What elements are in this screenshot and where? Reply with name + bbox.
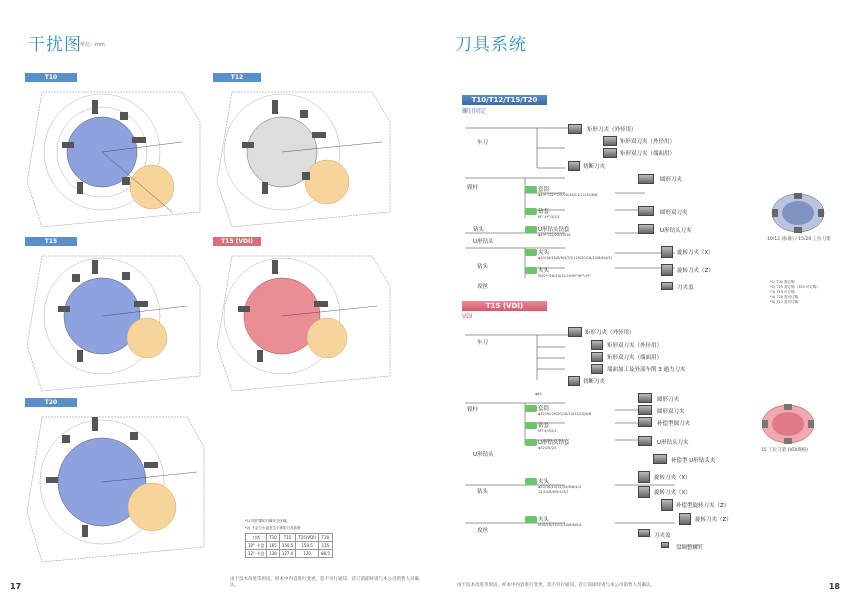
vdi-boring-size: φ40 [535, 392, 542, 396]
vdi-udrill-sleeve-icon [525, 439, 537, 446]
row2-label-boring: 镗杆 [467, 407, 479, 413]
item2-adjust-screw: 盘调整螺钉 [676, 545, 704, 551]
table-header: T10 [267, 534, 280, 542]
table-cell: 150.5 [279, 542, 295, 550]
item-collet-z: 夹头 [538, 268, 550, 274]
item-sleeve: 套筒 [538, 187, 550, 193]
section-subtitle-vdi: VDI [462, 313, 473, 320]
turret-note-2: *2) T15 需订购（T20 可订购） [770, 285, 820, 289]
interference-diagram-t10 [22, 82, 207, 232]
turret-note-1: *1) T20 需订购 [770, 280, 795, 284]
vdi-rotary-x-2-icon [638, 486, 650, 498]
udrill-sleeve-icon [525, 226, 537, 233]
item-drill-sleeve: 钻套 [538, 209, 550, 215]
tag-t20: T20 [25, 398, 77, 407]
turret-12-image [770, 192, 826, 234]
item2-rotary-z: 旋转刀夹（Z） [695, 517, 732, 523]
item2-rect-double-od: 矩形双刀夹（外径用） [607, 343, 663, 349]
drill-sleeve-icon [525, 208, 537, 215]
page-number-right: 18 [828, 582, 840, 591]
collet-x-sizes: φ20/16/10/8/6/4/3/2 (25/20/16/10/8/6/4/3) [538, 256, 612, 260]
item2-tap-collet: 夹头 [538, 517, 550, 523]
item2-rotary-x: 旋转刀夹（X） [654, 475, 691, 481]
item2-cutoff: 切断刀夹 [583, 379, 606, 385]
tag-t12: T12 [213, 73, 261, 82]
item2-drill-sleeve: 钻套 [538, 423, 550, 429]
section-subtitle-screw: 螺钉固定 [462, 108, 487, 115]
rotary-z-icon [661, 264, 673, 276]
interference-diagram-t15-vdi [212, 246, 397, 396]
row2-label-udrill: U形钻头 [473, 452, 494, 458]
item-rotary-z: 旋转刀夹（Z） [677, 268, 714, 274]
round-double-holder-icon [638, 206, 654, 216]
table-cell: 12" 卡盘 [246, 550, 267, 558]
vdi-collet-icon [525, 478, 537, 485]
vdi-comp-rotary-z-icon [661, 499, 673, 511]
item2-sleeve: 套筒 [538, 406, 550, 412]
vdi-cutoff-icon [568, 376, 580, 386]
vdi-drill-sleeve-icon [525, 422, 537, 429]
item-cutoff-holder: 切断刀夹 [583, 164, 606, 170]
vdi-rect-double-face-icon [591, 352, 603, 362]
turret-12-label: 10/12 (标准) / 15/20 工位刀架 [767, 237, 831, 242]
table-cell: 115 [318, 542, 332, 550]
item-udrill-sleeve: U形钻头钻套 [538, 227, 570, 233]
vdi-rect-double-icon [591, 340, 603, 350]
vdi-round-double-icon [638, 405, 652, 415]
item2-holder-cover: 刀夹盖 [654, 533, 671, 539]
row2-label-drill: 钻头 [477, 489, 489, 495]
table-row [246, 542, 333, 550]
row-label-boring: 镗杆 [467, 185, 479, 191]
interference-diagram-t20 [22, 407, 212, 567]
section-bar-t15-vdi: T15 (VDI) [462, 301, 547, 311]
drill-sizes: MT 4*³/3/2/1 [538, 215, 560, 219]
vdi-holder-cover-icon [638, 529, 650, 537]
collet-z-sizes: M20*¹/16/14/12/10/8*¹/6*¹/4*¹ [538, 274, 591, 278]
tag-t15-vdi: T15 (VDI) [213, 237, 261, 246]
item2-comp-rotary-z: 补偿型旋转刀夹（Z） [676, 503, 730, 509]
turret-vdi-image [760, 403, 816, 445]
turret-note-4: *4) T20 需可订购 [770, 295, 799, 299]
item2-round-double: 圆形双刀夹 [657, 409, 685, 415]
vdi-udrill-holder-icon [638, 436, 652, 446]
interference-diagram-t15 [22, 246, 207, 396]
vdi-round-holder-icon [638, 393, 652, 403]
section-bar-t10-20: T10/T12/T15/T20 [462, 95, 547, 105]
turret-note-3: *3) T15 可订购 [770, 290, 795, 294]
item2-collet: 夹头 [538, 479, 550, 485]
row2-label-tap: 攻丝 [477, 528, 489, 534]
item2-rect-double-face: 矩形双刀夹（端面用） [607, 355, 663, 361]
item-holder-cover: 刀夹盖 [677, 285, 694, 291]
turret-note-5: *5) T12 需可订购 [770, 300, 799, 304]
page-number-left: 17 [10, 582, 22, 591]
item2-udrill-holder: U形钻头刀夹 [657, 440, 689, 446]
table-header: 刀塔 [246, 534, 267, 542]
note-1: *1) 防护罩的刀障安全区域。 [245, 519, 290, 523]
rect-double-face-icon [603, 148, 617, 158]
row2-label-turning: 车刀 [477, 340, 489, 346]
cutoff-holder-icon [568, 161, 580, 171]
item-round-double-holder: 圆形双刀夹 [660, 210, 688, 216]
interference-diagram-t12 [212, 82, 397, 232]
holder-cover-icon [661, 282, 673, 290]
row-label-turning: 车刀 [477, 140, 489, 146]
item-rect-holder-od: 矩形刀夹（外径用） [587, 127, 637, 133]
item-udrill-holder: U形钻头刀夹 [660, 228, 692, 234]
table-cell: 138 [267, 550, 280, 558]
page-title: 干扰图 [28, 35, 82, 55]
item-rect-double-face: 矩形双刀夹（端面用） [620, 151, 676, 157]
table-cell: 150.5 [296, 542, 319, 550]
item2-udrill-sleeve: U形钻头钻套 [538, 440, 570, 446]
vdi-3way-holder-icon [591, 364, 603, 374]
note-2: *2) 不会与卡盘发生干涉的刀具高度 [245, 526, 301, 530]
item2-rect-holder-od: 矩形刀夹（外径用） [585, 330, 635, 336]
row-label-udrill: U形钻头 [473, 239, 494, 245]
right-page [425, 0, 850, 601]
table-cell: 165 [267, 542, 280, 550]
tag-t15: T15 [25, 237, 77, 246]
chuck-height-table [245, 533, 333, 558]
item-collet-x: 夹头 [538, 250, 550, 256]
vdi-tap-collet-icon [525, 516, 537, 523]
collet-x-icon [525, 249, 537, 256]
row-label-tap: 攻丝 [477, 284, 489, 290]
item2-comp-round: 补偿型圆刀夹 [657, 421, 691, 427]
table-cell: 88.5 [318, 550, 332, 558]
footer-right: 由于技术改进等原因，样本中内容进行变更，恕不另行通知。首订前即时请与本公司销售人员确认。 [457, 583, 655, 588]
table-cell: 10" 卡盘 [246, 542, 267, 550]
item-rect-double-od: 矩形双刀夹（外径用） [620, 139, 676, 145]
item-rotary-x: 旋转刀夹（X） [677, 250, 714, 256]
unit-label: 单位：mm [80, 42, 105, 48]
item-round-holder: 圆形刀夹 [660, 177, 683, 183]
vdi-collet-sub-sizes: 11/10/8/6/5/4/3/2 [538, 490, 569, 494]
vdi-sleeve-sizes: φ32/30/25/20/16/14/12/10/8/6 [538, 412, 592, 416]
vdi-rotary-x-icon [638, 471, 650, 483]
vdi-collet-sizes: φ20/16/13/12/10/8/6/4/3 [538, 485, 581, 489]
collet-z-icon [525, 267, 537, 274]
vdi-comp-udrill-icon [653, 454, 667, 464]
item2-rotary-x-2: 旋转刀夹（X） [654, 490, 691, 496]
table-cell: 120 [296, 550, 319, 558]
table-row [246, 550, 333, 558]
table-header: T15 [279, 534, 295, 542]
udrill-sizes: φ40*³/32/25/20/16 [538, 233, 571, 237]
udrill-holder-icon [638, 224, 654, 234]
vdi-adjust-screw-icon [661, 542, 669, 548]
rect-double-holder-icon [603, 136, 617, 146]
table-header: T20 [318, 534, 332, 542]
vdi-rect-holder-icon [568, 327, 582, 337]
rotary-x-icon [661, 246, 673, 258]
sleeve-icon [525, 186, 537, 193]
vdi-sleeve-icon [525, 405, 537, 412]
item2-comp-udrill: 补偿型 U形钻头夹 [671, 458, 716, 464]
vdi-drill-sizes: MT 4/3/2/1 [538, 429, 557, 433]
table-header: T15(VDI) [296, 534, 319, 542]
tag-t10: T10 [25, 73, 77, 82]
row-label-drill: 钻头 [473, 227, 485, 233]
row-label-drill-2: 钻头 [477, 264, 489, 270]
rect-holder-od-icon [568, 124, 582, 134]
item2-3way-holder: 端面加工及外部车削 3 通力刀夹 [607, 367, 686, 373]
footer-left: 由于技术改进等原因，样本中内容进行变更，恕不另行通知。首订前即时请与本公司销售人员确认。 [230, 577, 419, 588]
page-title: 刀具系统 [455, 35, 527, 55]
item2-round-holder: 圆形刀夹 [657, 397, 680, 403]
round-holder-icon [638, 174, 654, 184]
table-cell: 127.4 [279, 550, 295, 558]
vdi-tap-sizes: M16/16/14/12/10/8/6/5/4 [538, 523, 582, 527]
vdi-rotary-z-icon [679, 513, 691, 525]
vdi-udrill-sizes: φ32/25/20 [538, 446, 557, 450]
sleeve-sizes: φ40*¹/32*²/25/20/16/14/12/10/8/6 [538, 193, 598, 197]
vdi-comp-round-icon [638, 417, 652, 427]
turret-vdi-label: 15 工位刀架 (VDI规格) [761, 448, 808, 453]
